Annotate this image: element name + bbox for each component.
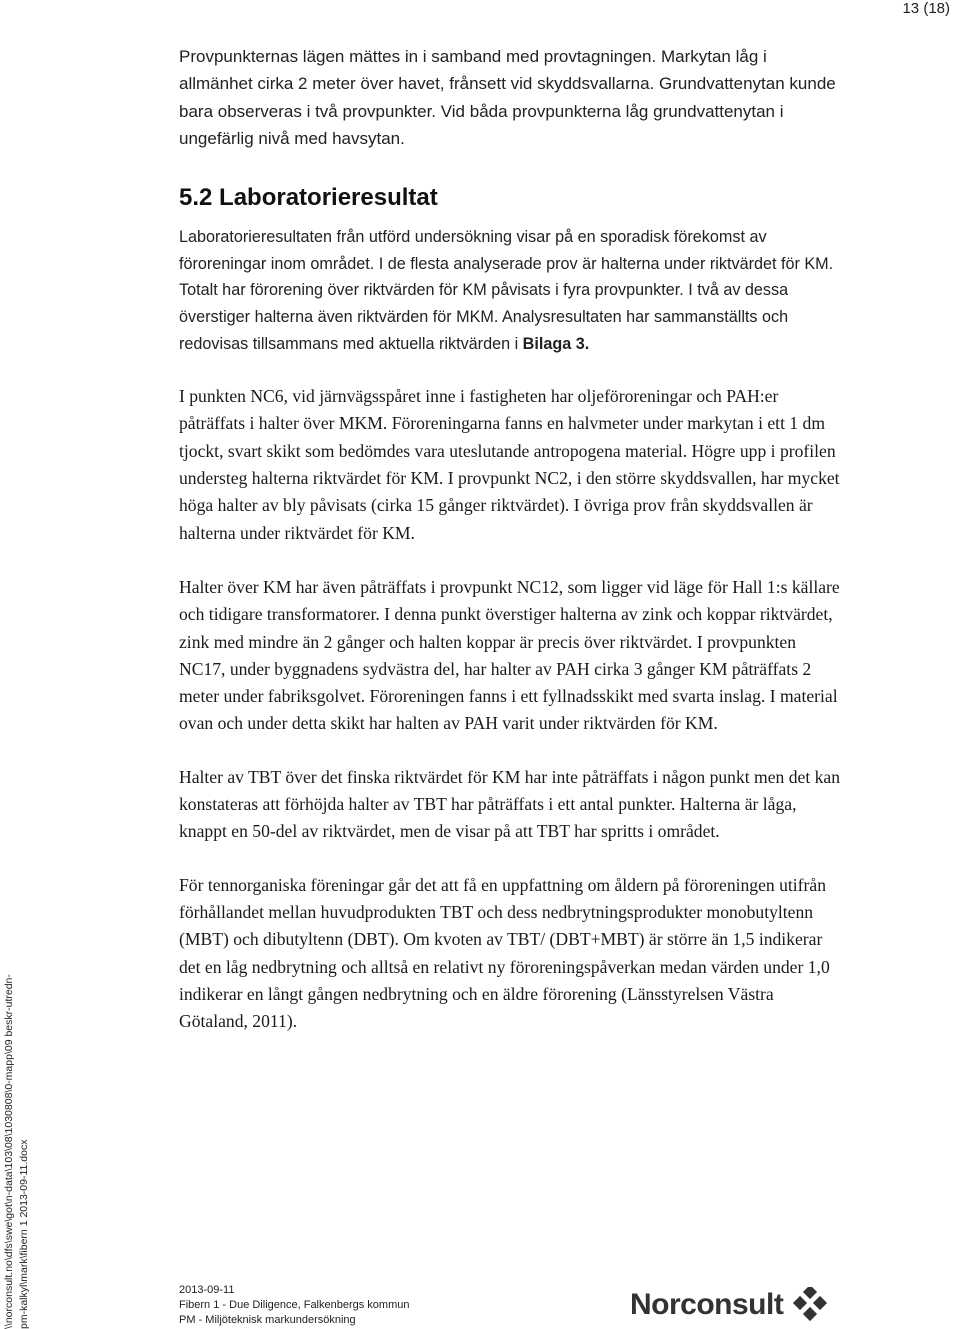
document-body	[179, 43, 841, 1035]
footer-doc-type: PM - Miljöteknisk markundersökning	[179, 1314, 356, 1326]
results-paragraph	[179, 224, 841, 357]
diamond-logo-icon	[791, 1287, 829, 1323]
section-heading: 5.2 Laboratorieresultat	[179, 184, 438, 212]
norconsult-logo	[630, 1287, 840, 1323]
intro-paragraph: Provpunkternas lägen mättes in i samband med provtagningen. Markytan låg i allmänhet cirka 2 meter över havet, frånsett vid skyddsvallarna. Grundvattenytan kunde bara observeras i två provpunkter. Vid båda provpunkterna låg grundvattenytan i ungefärlig nivå med havsytan.	[179, 47, 836, 148]
file-path-line-1: \\norconsult.no\dfs\swe\got\n-data\103\08\1030808\0-mapp\09 beskr-utredn-	[3, 974, 15, 1329]
file-path-margin	[2, 974, 32, 1329]
file-path-line-2: pm-kalkyl\mark\fibern 1 2013-09-11.docx	[18, 1139, 30, 1329]
tbt-paragraph: Halter av TBT över det finska riktvärdet för KM har inte påträffats i någon punkt men det kan konstateras att förhöjda halter av TBT har påträffats i ett antal punkter. Halterna är låga, knappt en 50-del av riktvärdet, men de visar på att TBT har spritts i området.	[179, 766, 841, 842]
results-text: Laboratorieresultaten från utförd undersökning visar på en sporadisk förekomst av föroreningar inom området. I de flesta analyserade prov är halterna under riktvärdet för KM. Totalt har förorening över riktvärden för KM påvisats i fyra provpunkter. I två av dessa överstiger halterna även riktvärden för MKM. Analysresultaten har sammanställts och redovisas tillsammans med aktuella riktvärden i	[179, 228, 834, 353]
page-number: 13 (18)	[902, 0, 950, 17]
footer	[179, 1283, 410, 1328]
footer-project: Fibern 1 - Due Diligence, Falkenbergs kommun	[179, 1299, 410, 1311]
footer-date: 2013-09-11	[179, 1284, 235, 1296]
appendix-reference: Bilaga 3.	[522, 334, 590, 353]
logo-text: Norconsult	[630, 1288, 784, 1321]
nc6-paragraph: I punkten NC6, vid järnvägsspåret inne i fastigheten har oljeföroreningar och PAH:er påträffats i halter över MKM. Föroreningarna fanns en halvmeter under markytan i ett 1 dm tjockt, svart skikt som bedömdes vara uteslutande antropogena material. Högre upp i profilen understeg halterna riktvärdet för KM. I provpunkt NC2, i den större skyddsvallen, har mycket höga halter av bly påvisats (cirka 15 gånger riktvärdet). I övriga prov från skyddsvallen är halterna under riktvärdet för KM.	[179, 386, 840, 543]
nc12-paragraph: Halter över KM har även påträffats i provpunkt NC12, som ligger vid läge för Hall 1:s källare och tidigare transformatorer. I denna punkt överstiger halterna av zink och koppar riktvärdet, zink med mindre än 2 gånger och halten koppar är precis över riktvärdet. I provpunkten NC17, under byggnadens sydvästra del, har halter av PAH cirka 3 gånger KM påträffats 2 meter under fabriksgolvet. Föroreningen fanns i ett fyllnadsskikt med svarta inslag. I material ovan och under detta skikt har halten av PAH varit under riktvärden för KM.	[179, 576, 840, 734]
organotin-paragraph: För tennorganiska föreningar går det att få en uppfattning om åldern på föroreningen utifrån förhållandet mellan huvudprodukten TBT och dess nedbrytningsprodukter monobutyltenn (MBT) och dibutyltenn (DBT). Om kvoten av TBT/ (DBT+MBT) är större än 1,5 indikerar det en låg nedbrytning och alltså en relativt ny föroreningspåverkan medan värden under 1,0 indikerar en långt gången nedbrytning och en äldre förorening (Länsstyrelsen Västra Götaland, 2011).	[179, 874, 830, 1032]
